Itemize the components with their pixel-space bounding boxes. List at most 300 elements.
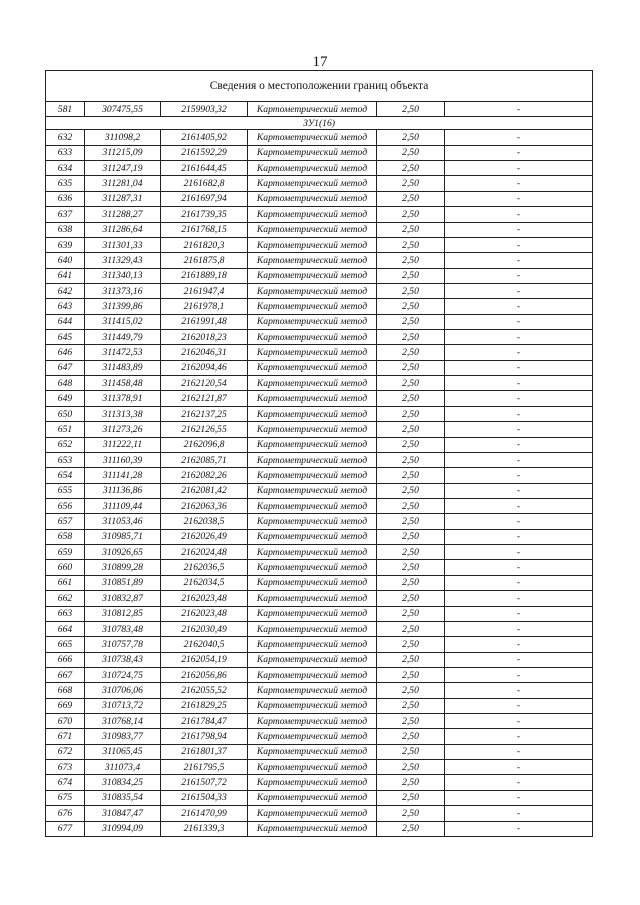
accuracy-cell: 2,50 — [377, 591, 445, 606]
accuracy-cell: 2,50 — [377, 253, 445, 268]
y-coordinate-cell: 2161739,35 — [161, 207, 248, 222]
table-row — [46, 729, 593, 744]
accuracy-cell: 2,50 — [377, 683, 445, 698]
accuracy-cell: 2,50 — [377, 406, 445, 421]
accuracy-cell: 2,50 — [377, 145, 445, 160]
accuracy-cell: 2,50 — [377, 529, 445, 544]
accuracy-cell: 2,50 — [377, 606, 445, 621]
method-cell: Картометрический метод — [248, 652, 377, 667]
y-coordinate-cell: 2162024,48 — [161, 545, 248, 560]
point-number-cell: 638 — [46, 222, 85, 237]
point-number-cell: 655 — [46, 483, 85, 498]
note-cell: - — [445, 299, 593, 314]
table-row — [46, 161, 593, 176]
point-number-cell: 637 — [46, 207, 85, 222]
note-cell: - — [445, 775, 593, 790]
note-cell: - — [445, 560, 593, 575]
table-row — [46, 775, 593, 790]
note-cell: - — [445, 268, 593, 283]
x-coordinate-cell: 310899,28 — [85, 560, 161, 575]
method-cell: Картометрический метод — [248, 760, 377, 775]
y-coordinate-cell: 2159903,32 — [161, 102, 248, 117]
x-coordinate-cell: 311247,19 — [85, 161, 161, 176]
method-cell: Картометрический метод — [248, 268, 377, 283]
x-coordinate-cell: 311053,46 — [85, 514, 161, 529]
method-cell: Картометрический метод — [248, 376, 377, 391]
note-cell: - — [445, 191, 593, 206]
x-coordinate-cell: 310985,71 — [85, 529, 161, 544]
y-coordinate-cell: 2162081,42 — [161, 483, 248, 498]
table-row — [46, 345, 593, 360]
accuracy-cell: 2,50 — [377, 130, 445, 145]
accuracy-cell: 2,50 — [377, 176, 445, 191]
point-number-cell: 661 — [46, 575, 85, 590]
x-coordinate-cell: 310724,75 — [85, 667, 161, 682]
x-coordinate-cell: 311215,09 — [85, 145, 161, 160]
x-coordinate-cell: 311136,86 — [85, 483, 161, 498]
method-cell: Картометрический метод — [248, 222, 377, 237]
x-coordinate-cell: 311160,39 — [85, 452, 161, 467]
accuracy-cell: 2,50 — [377, 437, 445, 452]
note-cell: - — [445, 790, 593, 805]
point-number-cell: 581 — [46, 102, 85, 117]
x-coordinate-cell: 310713,72 — [85, 698, 161, 713]
point-number-cell: 643 — [46, 299, 85, 314]
table-row — [46, 237, 593, 252]
x-coordinate-cell: 311329,43 — [85, 253, 161, 268]
accuracy-cell: 2,50 — [377, 102, 445, 117]
x-coordinate-cell: 311286,64 — [85, 222, 161, 237]
note-cell: - — [445, 498, 593, 513]
y-coordinate-cell: 2161947,4 — [161, 283, 248, 298]
table-title: Сведения о местоположении границ объекта — [46, 71, 593, 102]
point-number-cell: 670 — [46, 714, 85, 729]
x-coordinate-cell: 310994,09 — [85, 821, 161, 836]
table-row — [46, 437, 593, 452]
note-cell: - — [445, 376, 593, 391]
y-coordinate-cell: 2162137,25 — [161, 406, 248, 421]
point-number-cell: 635 — [46, 176, 85, 191]
method-cell: Картометрический метод — [248, 191, 377, 206]
note-cell: - — [445, 621, 593, 636]
table-row — [46, 714, 593, 729]
note-cell: - — [445, 483, 593, 498]
x-coordinate-cell: 311222,11 — [85, 437, 161, 452]
y-coordinate-cell: 2162023,48 — [161, 591, 248, 606]
method-cell: Картометрический метод — [248, 437, 377, 452]
table-row — [46, 529, 593, 544]
point-number-cell: 667 — [46, 667, 85, 682]
table-row — [46, 330, 593, 345]
method-cell: Картометрический метод — [248, 345, 377, 360]
point-number-cell: 650 — [46, 406, 85, 421]
note-cell: - — [445, 161, 593, 176]
point-number-cell: 668 — [46, 683, 85, 698]
point-number-cell: 677 — [46, 821, 85, 836]
method-cell: Картометрический метод — [248, 391, 377, 406]
accuracy-cell: 2,50 — [377, 330, 445, 345]
table-row — [46, 145, 593, 160]
table-row — [46, 468, 593, 483]
y-coordinate-cell: 2162023,48 — [161, 606, 248, 621]
table-row — [46, 698, 593, 713]
x-coordinate-cell: 311313,38 — [85, 406, 161, 421]
note-cell: - — [445, 821, 593, 836]
accuracy-cell: 2,50 — [377, 806, 445, 821]
note-cell: - — [445, 422, 593, 437]
method-cell: Картометрический метод — [248, 545, 377, 560]
method-cell: Картометрический метод — [248, 145, 377, 160]
accuracy-cell: 2,50 — [377, 268, 445, 283]
note-cell: - — [445, 468, 593, 483]
point-number-cell: 672 — [46, 744, 85, 759]
y-coordinate-cell: 2162055,52 — [161, 683, 248, 698]
x-coordinate-cell: 311340,13 — [85, 268, 161, 283]
y-coordinate-cell: 2162082,26 — [161, 468, 248, 483]
table-row — [46, 299, 593, 314]
table-row — [46, 391, 593, 406]
y-coordinate-cell: 2161507,72 — [161, 775, 248, 790]
table-row — [46, 207, 593, 222]
page-number: 17 — [312, 54, 328, 70]
accuracy-cell: 2,50 — [377, 237, 445, 252]
y-coordinate-cell: 2161784,47 — [161, 714, 248, 729]
accuracy-cell: 2,50 — [377, 376, 445, 391]
accuracy-cell: 2,50 — [377, 744, 445, 759]
accuracy-cell: 2,50 — [377, 452, 445, 467]
y-coordinate-cell: 2161504,33 — [161, 790, 248, 805]
note-cell: - — [445, 545, 593, 560]
method-cell: Картометрический метод — [248, 560, 377, 575]
note-cell: - — [445, 222, 593, 237]
y-coordinate-cell: 2161592,29 — [161, 145, 248, 160]
table-row — [46, 483, 593, 498]
x-coordinate-cell: 311373,16 — [85, 283, 161, 298]
x-coordinate-cell: 310738,43 — [85, 652, 161, 667]
accuracy-cell: 2,50 — [377, 468, 445, 483]
accuracy-cell: 2,50 — [377, 667, 445, 682]
method-cell: Картометрический метод — [248, 591, 377, 606]
method-cell: Картометрический метод — [248, 621, 377, 636]
y-coordinate-cell: 2162126,55 — [161, 422, 248, 437]
x-coordinate-cell: 311449,79 — [85, 330, 161, 345]
table-row — [46, 760, 593, 775]
table-row — [46, 683, 593, 698]
y-coordinate-cell: 2162094,46 — [161, 360, 248, 375]
point-number-cell: 657 — [46, 514, 85, 529]
y-coordinate-cell: 2161697,94 — [161, 191, 248, 206]
x-coordinate-cell: 311073,4 — [85, 760, 161, 775]
table-body — [46, 71, 593, 837]
section-row — [46, 117, 593, 130]
note-cell: - — [445, 130, 593, 145]
x-coordinate-cell: 311301,33 — [85, 237, 161, 252]
x-coordinate-cell: 311378,91 — [85, 391, 161, 406]
note-cell: - — [445, 360, 593, 375]
y-coordinate-cell: 2162054,19 — [161, 652, 248, 667]
method-cell: Картометрический метод — [248, 330, 377, 345]
table-row — [46, 591, 593, 606]
x-coordinate-cell: 311109,44 — [85, 498, 161, 513]
point-number-cell: 636 — [46, 191, 85, 206]
x-coordinate-cell: 311458,48 — [85, 376, 161, 391]
point-number-cell: 641 — [46, 268, 85, 283]
method-cell: Картометрический метод — [248, 468, 377, 483]
note-cell: - — [445, 437, 593, 452]
note-cell: - — [445, 253, 593, 268]
x-coordinate-cell: 311141,28 — [85, 468, 161, 483]
accuracy-cell: 2,50 — [377, 621, 445, 636]
x-coordinate-cell: 311415,02 — [85, 314, 161, 329]
x-coordinate-cell: 310757,78 — [85, 637, 161, 652]
x-coordinate-cell: 310926,65 — [85, 545, 161, 560]
y-coordinate-cell: 2162056,86 — [161, 667, 248, 682]
point-number-cell: 658 — [46, 529, 85, 544]
method-cell: Картометрический метод — [248, 714, 377, 729]
point-number-cell: 649 — [46, 391, 85, 406]
x-coordinate-cell: 311399,86 — [85, 299, 161, 314]
point-number-cell: 640 — [46, 253, 85, 268]
method-cell: Картометрический метод — [248, 176, 377, 191]
table-row — [46, 376, 593, 391]
note-cell: - — [445, 314, 593, 329]
point-number-cell: 653 — [46, 452, 85, 467]
accuracy-cell: 2,50 — [377, 483, 445, 498]
point-number-cell: 659 — [46, 545, 85, 560]
point-number-cell: 647 — [46, 360, 85, 375]
x-coordinate-cell: 311065,45 — [85, 744, 161, 759]
table-row — [46, 667, 593, 682]
accuracy-cell: 2,50 — [377, 652, 445, 667]
note-cell: - — [445, 683, 593, 698]
y-coordinate-cell: 2161829,25 — [161, 698, 248, 713]
table-row — [46, 406, 593, 421]
point-number-cell: 669 — [46, 698, 85, 713]
accuracy-cell: 2,50 — [377, 821, 445, 836]
method-cell: Картометрический метод — [248, 806, 377, 821]
point-number-cell: 666 — [46, 652, 85, 667]
note-cell: - — [445, 283, 593, 298]
point-number-cell: 633 — [46, 145, 85, 160]
x-coordinate-cell: 311483,89 — [85, 360, 161, 375]
y-coordinate-cell: 2162096,8 — [161, 437, 248, 452]
note-cell: - — [445, 637, 593, 652]
note-cell: - — [445, 237, 593, 252]
method-cell: Картометрический метод — [248, 744, 377, 759]
method-cell: Картометрический метод — [248, 698, 377, 713]
accuracy-cell: 2,50 — [377, 391, 445, 406]
note-cell: - — [445, 575, 593, 590]
note-cell: - — [445, 529, 593, 544]
table-row — [46, 744, 593, 759]
point-number-cell: 663 — [46, 606, 85, 621]
y-coordinate-cell: 2162018,23 — [161, 330, 248, 345]
method-cell: Картометрический метод — [248, 637, 377, 652]
x-coordinate-cell: 307475,55 — [85, 102, 161, 117]
point-number-cell: 632 — [46, 130, 85, 145]
boundary-coordinates-table — [45, 70, 593, 837]
method-cell: Картометрический метод — [248, 161, 377, 176]
table-row — [46, 637, 593, 652]
method-cell: Картометрический метод — [248, 422, 377, 437]
table-title-row — [46, 71, 593, 102]
method-cell: Картометрический метод — [248, 790, 377, 805]
accuracy-cell: 2,50 — [377, 545, 445, 560]
accuracy-cell: 2,50 — [377, 207, 445, 222]
point-number-cell: 665 — [46, 637, 85, 652]
point-number-cell: 662 — [46, 591, 85, 606]
table-row — [46, 790, 593, 805]
x-coordinate-cell: 310851,89 — [85, 575, 161, 590]
x-coordinate-cell: 311288,27 — [85, 207, 161, 222]
method-cell: Картометрический метод — [248, 821, 377, 836]
note-cell: - — [445, 606, 593, 621]
x-coordinate-cell: 311281,04 — [85, 176, 161, 191]
y-coordinate-cell: 2161978,1 — [161, 299, 248, 314]
accuracy-cell: 2,50 — [377, 560, 445, 575]
method-cell: Картометрический метод — [248, 406, 377, 421]
point-number-cell: 644 — [46, 314, 85, 329]
note-cell: - — [445, 330, 593, 345]
note-cell: - — [445, 345, 593, 360]
note-cell: - — [445, 391, 593, 406]
table-row — [46, 821, 593, 836]
accuracy-cell: 2,50 — [377, 775, 445, 790]
point-number-cell: 639 — [46, 237, 85, 252]
x-coordinate-cell: 311472,53 — [85, 345, 161, 360]
method-cell: Картометрический метод — [248, 514, 377, 529]
point-number-cell: 675 — [46, 790, 85, 805]
y-coordinate-cell: 2162085,71 — [161, 452, 248, 467]
method-cell: Картометрический метод — [248, 130, 377, 145]
method-cell: Картометрический метод — [248, 452, 377, 467]
point-number-cell: 660 — [46, 560, 85, 575]
x-coordinate-cell: 311273,26 — [85, 422, 161, 437]
method-cell: Картометрический метод — [248, 299, 377, 314]
note-cell: - — [445, 176, 593, 191]
method-cell: Картометрический метод — [248, 283, 377, 298]
accuracy-cell: 2,50 — [377, 360, 445, 375]
method-cell: Картометрический метод — [248, 498, 377, 513]
y-coordinate-cell: 2161682,8 — [161, 176, 248, 191]
accuracy-cell: 2,50 — [377, 161, 445, 176]
accuracy-cell: 2,50 — [377, 498, 445, 513]
table-row — [46, 560, 593, 575]
table-row — [46, 176, 593, 191]
point-number-cell: 671 — [46, 729, 85, 744]
note-cell: - — [445, 207, 593, 222]
y-coordinate-cell: 2161875,8 — [161, 253, 248, 268]
y-coordinate-cell: 2161339,3 — [161, 821, 248, 836]
y-coordinate-cell: 2161470,99 — [161, 806, 248, 821]
y-coordinate-cell: 2162034,5 — [161, 575, 248, 590]
y-coordinate-cell: 2161820,3 — [161, 237, 248, 252]
method-cell: Картометрический метод — [248, 667, 377, 682]
y-coordinate-cell: 2161795,5 — [161, 760, 248, 775]
y-coordinate-cell: 2162121,87 — [161, 391, 248, 406]
table-row — [46, 498, 593, 513]
point-number-cell: 642 — [46, 283, 85, 298]
y-coordinate-cell: 2162030,49 — [161, 621, 248, 636]
note-cell: - — [445, 667, 593, 682]
note-cell: - — [445, 729, 593, 744]
note-cell: - — [445, 744, 593, 759]
table-row — [46, 652, 593, 667]
note-cell: - — [445, 714, 593, 729]
point-number-cell: 673 — [46, 760, 85, 775]
table-row — [46, 514, 593, 529]
accuracy-cell: 2,50 — [377, 790, 445, 805]
x-coordinate-cell: 310812,85 — [85, 606, 161, 621]
y-coordinate-cell: 2162046,31 — [161, 345, 248, 360]
method-cell: Картометрический метод — [248, 237, 377, 252]
method-cell: Картометрический метод — [248, 314, 377, 329]
accuracy-cell: 2,50 — [377, 222, 445, 237]
table-row — [46, 191, 593, 206]
y-coordinate-cell: 2162040,5 — [161, 637, 248, 652]
point-number-cell: 634 — [46, 161, 85, 176]
table-row — [46, 545, 593, 560]
table-row — [46, 222, 593, 237]
table-row — [46, 268, 593, 283]
y-coordinate-cell: 2162038,5 — [161, 514, 248, 529]
y-coordinate-cell: 2161405,92 — [161, 130, 248, 145]
table-row — [46, 806, 593, 821]
accuracy-cell: 2,50 — [377, 729, 445, 744]
point-number-cell: 664 — [46, 621, 85, 636]
note-cell: - — [445, 698, 593, 713]
y-coordinate-cell: 2161798,94 — [161, 729, 248, 744]
x-coordinate-cell: 311098,2 — [85, 130, 161, 145]
point-number-cell: 645 — [46, 330, 85, 345]
y-coordinate-cell: 2161644,45 — [161, 161, 248, 176]
table-row — [46, 606, 593, 621]
accuracy-cell: 2,50 — [377, 575, 445, 590]
y-coordinate-cell: 2162120,54 — [161, 376, 248, 391]
note-cell: - — [445, 145, 593, 160]
method-cell: Картометрический метод — [248, 360, 377, 375]
accuracy-cell: 2,50 — [377, 299, 445, 314]
y-coordinate-cell: 2161768,15 — [161, 222, 248, 237]
point-number-cell: 654 — [46, 468, 85, 483]
note-cell: - — [445, 452, 593, 467]
accuracy-cell: 2,50 — [377, 283, 445, 298]
method-cell: Картометрический метод — [248, 775, 377, 790]
y-coordinate-cell: 2161801,37 — [161, 744, 248, 759]
note-cell: - — [445, 102, 593, 117]
point-number-cell: 674 — [46, 775, 85, 790]
section-label: ЗУ1(16) — [46, 117, 593, 130]
method-cell: Картометрический метод — [248, 683, 377, 698]
method-cell: Картометрический метод — [248, 529, 377, 544]
note-cell: - — [445, 514, 593, 529]
method-cell: Картометрический метод — [248, 575, 377, 590]
accuracy-cell: 2,50 — [377, 760, 445, 775]
accuracy-cell: 2,50 — [377, 422, 445, 437]
table-row — [46, 575, 593, 590]
accuracy-cell: 2,50 — [377, 514, 445, 529]
y-coordinate-cell: 2162063,36 — [161, 498, 248, 513]
note-cell: - — [445, 806, 593, 821]
x-coordinate-cell: 310835,54 — [85, 790, 161, 805]
table-row — [46, 422, 593, 437]
point-number-cell: 676 — [46, 806, 85, 821]
table-row — [46, 102, 593, 117]
method-cell: Картометрический метод — [248, 606, 377, 621]
x-coordinate-cell: 310983,77 — [85, 729, 161, 744]
point-number-cell: 652 — [46, 437, 85, 452]
note-cell: - — [445, 652, 593, 667]
